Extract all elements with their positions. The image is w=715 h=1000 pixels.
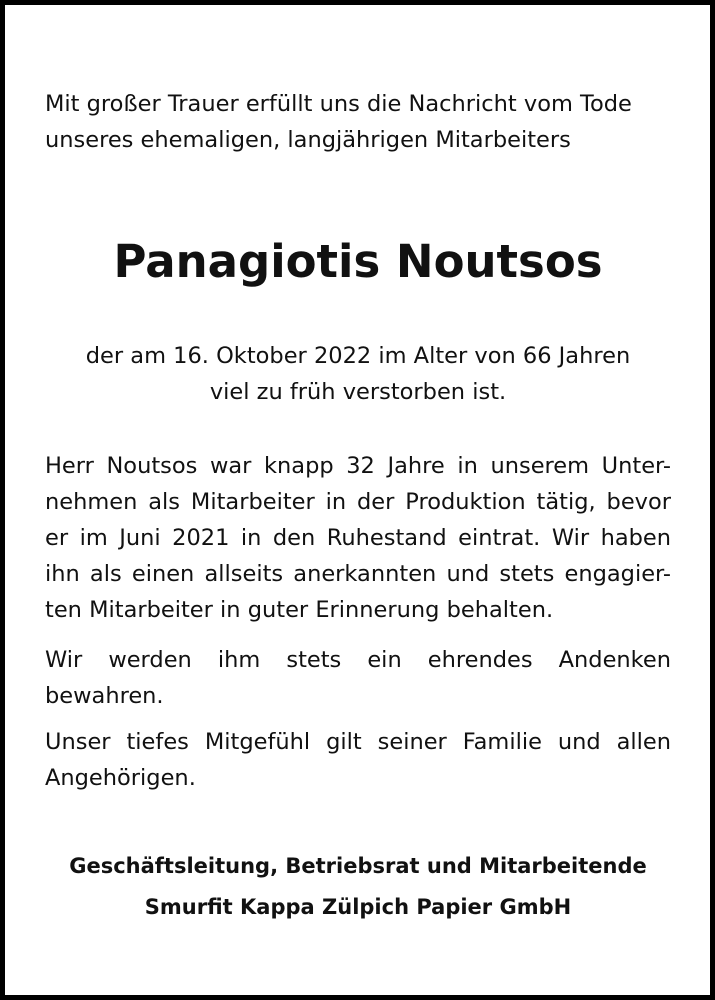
paragraph-line: nehmen als Mitarbeiter in der Produktion tätig, bevor bbox=[45, 489, 671, 515]
signature-line-1: Geschäftsleitung, Betriebsrat und Mitarbeitende bbox=[69, 854, 647, 878]
intro-line: Mit großer Trauer erfüllt uns die Nachricht vom Tode bbox=[45, 91, 632, 117]
paragraph-line: Herr Noutsos war knapp 32 Jahre in unserem Unter- bbox=[45, 453, 671, 479]
paragraph-line: Wir werden ihm stets ein ehrendes Andenken bbox=[45, 647, 671, 673]
death-notice bbox=[45, 338, 671, 410]
intro-text bbox=[45, 86, 671, 158]
death-notice-line: viel zu früh verstorben ist. bbox=[209, 379, 507, 405]
paragraph-line: ten Mitarbeiter in guter Erinnerung behalten. bbox=[45, 597, 554, 623]
condolence-paragraph bbox=[45, 724, 671, 796]
remembrance-paragraph bbox=[45, 642, 671, 714]
signature-line-2: Smurfit Kappa Zülpich Papier GmbH bbox=[144, 895, 572, 919]
career-paragraph bbox=[45, 448, 671, 628]
paragraph-line: Angehörigen. bbox=[45, 765, 196, 791]
paragraph-line: ihn als einen allseits anerkannten und stets engagier- bbox=[45, 561, 671, 587]
paragraph-line: Unser tiefes Mitgefühl gilt seiner Familie und allen bbox=[45, 729, 671, 755]
paragraph-line: bewahren. bbox=[45, 683, 164, 709]
signature-block bbox=[45, 846, 671, 928]
death-notice-line: der am 16. Oktober 2022 im Alter von 66 Jahren bbox=[85, 343, 631, 369]
deceased-name: Panagiotis Noutsos bbox=[113, 235, 603, 288]
intro-line: unseres ehemaligen, langjährigen Mitarbeiters bbox=[45, 127, 571, 153]
paragraph-line: er im Juni 2021 in den Ruhestand eintrat. Wir haben bbox=[45, 525, 671, 551]
